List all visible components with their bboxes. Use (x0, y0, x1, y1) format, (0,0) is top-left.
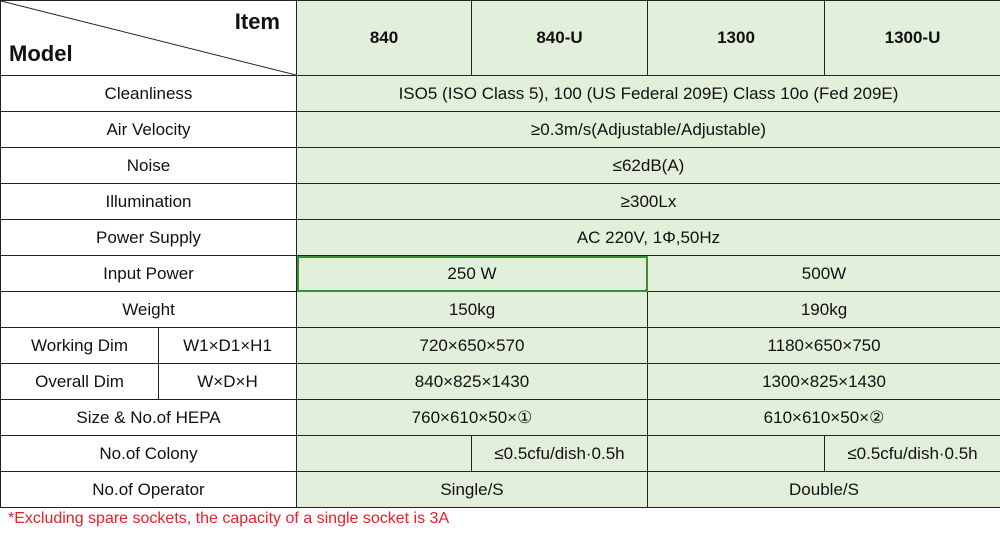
operator-1300-cell[interactable]: Double/S (648, 472, 1000, 508)
illumination-value[interactable]: ≥300Lx (297, 184, 1000, 220)
row-label-operator[interactable]: No.of Operator (1, 472, 297, 508)
noise-value[interactable]: ≤62dB(A) (297, 148, 1000, 184)
model-840-header: 840 (297, 1, 472, 76)
colony-1300u-cell[interactable]: ≤0.5cfu/dish·0.5h (825, 436, 1000, 472)
row-label-hepa[interactable]: Size & No.of HEPA (1, 400, 297, 436)
hepa-840-cell[interactable]: 760×610×50×① (297, 400, 648, 436)
table-row (1, 472, 1000, 508)
table-row (1, 220, 1000, 256)
row-label-overall-dim[interactable]: Overall Dim (1, 364, 159, 400)
hepa-1300-cell[interactable]: 610×610×50×② (648, 400, 1000, 436)
model-1300u-header: 1300-U (825, 1, 1000, 76)
working-dim-sublabel[interactable]: W1×D1×H1 (159, 328, 297, 364)
model-label: Model (9, 41, 73, 66)
row-label-input-power[interactable]: Input Power (1, 256, 297, 292)
footnote: *Excluding spare sockets, the capacity of a single socket is 3A (8, 510, 450, 527)
colony-1300-cell[interactable] (648, 436, 825, 472)
model-1300-header: 1300 (648, 1, 825, 76)
input-power-840-cell-selected[interactable]: 250 W (297, 256, 648, 292)
row-label-power-supply[interactable]: Power Supply (1, 220, 297, 256)
row-label-weight[interactable]: Weight (1, 292, 297, 328)
overall-dim-1300-cell[interactable]: 1300×825×1430 (648, 364, 1000, 400)
power-supply-value[interactable]: AC 220V, 1Φ,50Hz (297, 220, 1000, 256)
table-row (1, 400, 1000, 436)
row-label-colony[interactable]: No.of Colony (1, 436, 297, 472)
table-row (1, 292, 1000, 328)
overall-dim-840-cell[interactable]: 840×825×1430 (297, 364, 648, 400)
working-dim-1300-cell[interactable]: 1180×650×750 (648, 328, 1000, 364)
row-label-air-velocity[interactable]: Air Velocity (1, 112, 297, 148)
item-model-header-cell (1, 1, 297, 76)
table-row (1, 148, 1000, 184)
table-row (1, 184, 1000, 220)
table-row (1, 76, 1000, 112)
input-power-1300-cell[interactable]: 500W (648, 256, 1000, 292)
overall-dim-sublabel[interactable]: W×D×H (159, 364, 297, 400)
row-label-working-dim[interactable]: Working Dim (1, 328, 159, 364)
row-label-illumination[interactable]: Illumination (1, 184, 297, 220)
row-label-cleanliness[interactable]: Cleanliness (1, 76, 297, 112)
weight-840-cell[interactable]: 150kg (297, 292, 648, 328)
colony-840u-cell[interactable]: ≤0.5cfu/dish·0.5h (472, 436, 648, 472)
air-velocity-value[interactable]: ≥0.3m/s(Adjustable/Adjustable) (297, 112, 1000, 148)
table-row (1, 364, 1000, 400)
table-row (1, 112, 1000, 148)
header-row (1, 1, 1000, 76)
weight-1300-cell[interactable]: 190kg (648, 292, 1000, 328)
operator-840-cell[interactable]: Single/S (297, 472, 648, 508)
table-row (1, 256, 1000, 292)
cleanliness-value[interactable]: ISO5 (ISO Class 5), 100 (US Federal 209E) Class 10o (Fed 209E) (297, 76, 1000, 112)
working-dim-840-cell[interactable]: 720×650×570 (297, 328, 648, 364)
colony-840-cell[interactable] (297, 436, 472, 472)
row-label-noise[interactable]: Noise (1, 148, 297, 184)
table-row (1, 436, 1000, 472)
model-840u-header: 840-U (472, 1, 648, 76)
item-label: Item (234, 9, 280, 34)
table-row (1, 328, 1000, 364)
